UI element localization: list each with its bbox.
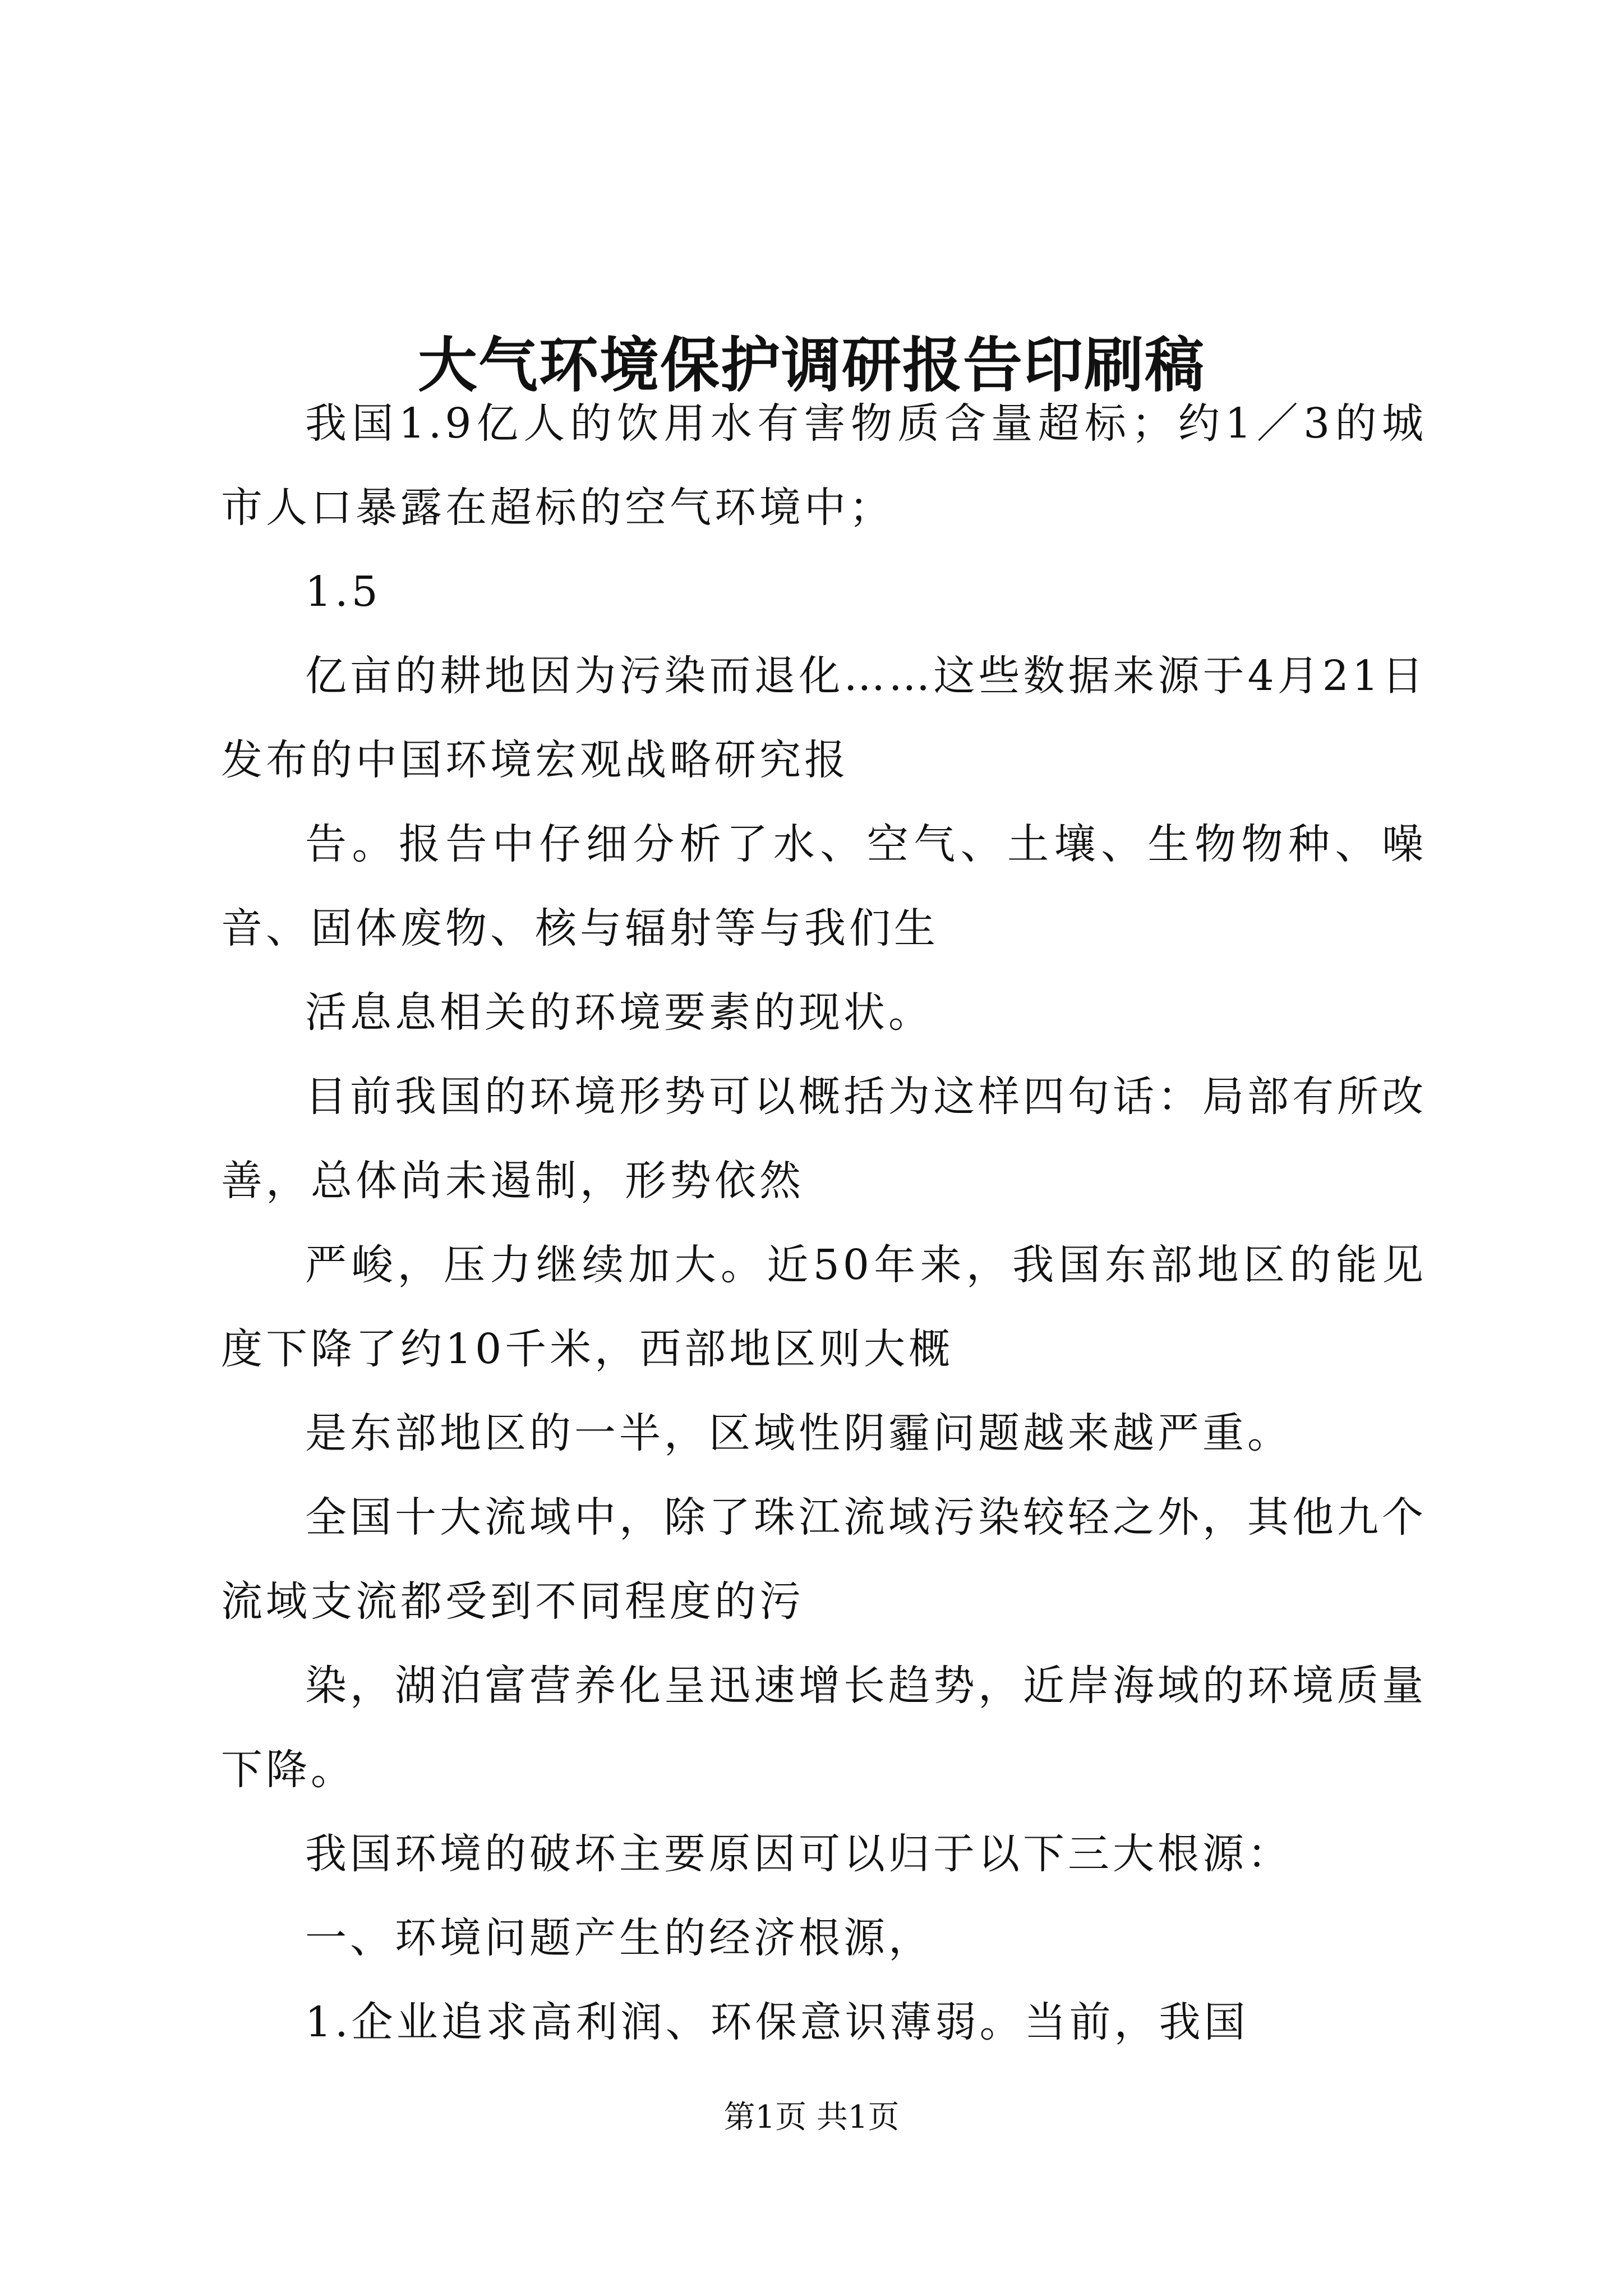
paragraph: 告。报告中仔细分析了水、空气、土壤、生物物种、噪音、固体废物、核与辐射等与我们生 [221,820,1427,953]
page-footer: 第1页 共1页 [723,2099,900,2136]
paragraph: 严峻，压力继续加大。近50年来，我国东部地区的能见度下降了约10千米，西部地区则大概 [221,1241,1427,1373]
paragraph: 亿亩的耕地因为污染而退化……这些数据来源于4月21日发布的中国环境宏观战略研究报 [221,652,1427,784]
paragraph: 染，湖泊富营养化呈迅速增长趋势，近岸海域的环境质量下降。 [221,1662,1427,1794]
paragraph: 活息息相关的环境要素的现状。 [305,988,933,1037]
paragraph: 我国1.9亿人的饮用水有害物质含量超标；约1／3的城市人口暴露在超标的空气环境中； [221,399,1427,532]
paragraph: 目前我国的环境形势可以概括为这样四句话：局部有所改善，总体尚未遏制，形势依然 [221,1073,1427,1205]
paragraph: 1.5 [305,568,381,616]
paragraph: 是东部地区的一半，区域性阴霾问题越来越严重。 [305,1409,1292,1457]
paragraph: 全国十大流域中，除了珠江流域污染较轻之外，其他九个流域支流都受到不同程度的污 [221,1493,1427,1626]
paragraph: 我国环境的破坏主要原因可以归于以下三大根源： [305,1830,1292,1878]
document-title: 大气环境保护调研报告印刷稿 [418,330,1205,401]
document-body [221,381,1427,2064]
paragraph: 1.企业追求高利润、环保意识薄弱。当前，我国 [305,1998,1249,2046]
paragraph: 一、环境问题产生的经济根源， [305,1914,933,1962]
